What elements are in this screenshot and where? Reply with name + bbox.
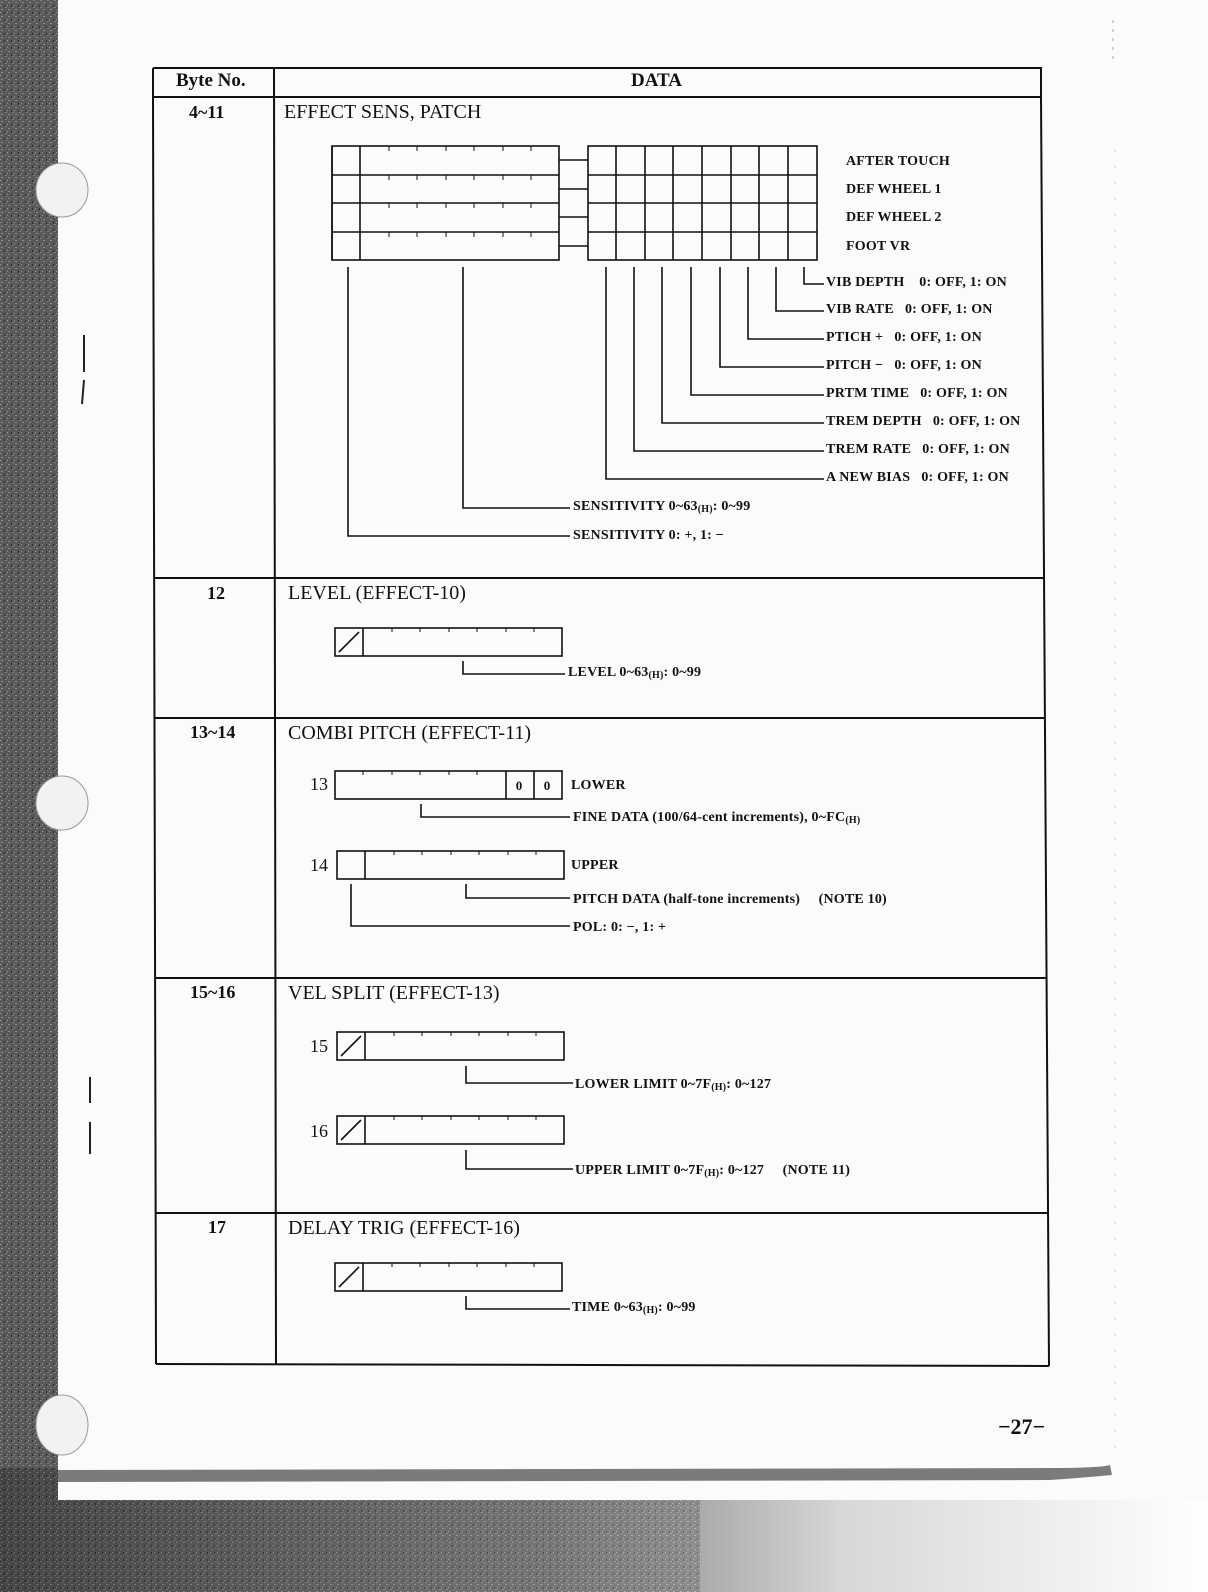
bit-pitch-minus: PITCH − 0: OFF, 1: ON (826, 358, 982, 373)
level-label: LEVEL $0\sim 63_{(H)}$: 0~99 (568, 665, 702, 681)
row-label-foot-vr: FOOT VR (846, 239, 911, 254)
bit-zero-a: 0 (515, 778, 523, 793)
bit-trem-rate: TREM RATE 0: OFF, 1: ON (826, 442, 1010, 457)
level-effect-10-title: LEVEL (EFFECT-10) (288, 582, 466, 604)
bit-vib-rate: VIB RATE 0: OFF, 1: ON (826, 302, 993, 317)
pitch-data-label: PITCH DATA (half-tone increments) (NOTE 10) (573, 892, 887, 907)
lower-limit-label: LOWER LIMIT $0\sim 7F_{(H)}$: 0~127 (575, 1077, 772, 1093)
effect-sens-patch-title: EFFECT SENS, PATCH (284, 101, 482, 123)
byte-15-16: 15~16 (190, 982, 236, 1002)
pol-label: POL: 0: −, 1: + (573, 920, 667, 935)
row-15-number: 15 (310, 1036, 328, 1056)
row-label-after-touch: AFTER TOUCH (846, 154, 950, 169)
upper-tag: UPPER (571, 858, 619, 873)
bit-vib-depth: VIB DEPTH 0: OFF, 1: ON (826, 275, 1007, 290)
byte-4-11: 4~11 (189, 102, 225, 122)
row-16-number: 16 (310, 1121, 328, 1141)
page-number: −27− (998, 1414, 1046, 1439)
row-label-def-wheel-2: DEF WHEEL 2 (846, 210, 942, 225)
byte-17: 17 (208, 1217, 226, 1237)
sensitivity-sign-label: SENSITIVITY 0: +, 1: − (573, 528, 724, 543)
data-header: DATA (631, 70, 683, 91)
row-label-def-wheel-1: DEF WHEEL 1 (846, 182, 942, 197)
byte-13-14: 13~14 (190, 722, 236, 742)
bit-prtm-time: PRTM TIME 0: OFF, 1: ON (826, 386, 1008, 401)
sensitivity-value-label: SENSITIVITY $0\sim 63_{(H)}$: 0~99 (573, 499, 751, 515)
time-label: TIME $0\sim 63_{(H)}$: 0~99 (572, 1300, 696, 1316)
bit-zero-b: 0 (543, 778, 551, 793)
vel-split-title: VEL SPLIT (EFFECT-13) (288, 982, 500, 1004)
fine-data-label: FINE DATA (100/64-cent increments), $0\sim FC_{(H)}$ (573, 810, 861, 826)
upper-limit-label: UPPER LIMIT $0\sim 7F_{(H)}$: 0~127 (NOTE 11) (575, 1163, 851, 1179)
row-14-number: 14 (310, 855, 328, 875)
combi-pitch-title: COMBI PITCH (EFFECT-11) (288, 722, 531, 744)
delay-trig-title: DELAY TRIG (EFFECT-16) (288, 1217, 520, 1239)
bit-trem-depth: TREM DEPTH 0: OFF, 1: ON (826, 414, 1021, 429)
byte-12: 12 (207, 583, 225, 603)
row-13-number: 13 (310, 774, 328, 794)
byte-no-header: Byte No. (176, 70, 246, 91)
bit-ptich-plus: PTICH + 0: OFF, 1: ON (826, 330, 982, 345)
bit-a-new-bias: A NEW BIAS 0: OFF, 1: ON (826, 470, 1009, 485)
lower-tag: LOWER (571, 778, 626, 793)
